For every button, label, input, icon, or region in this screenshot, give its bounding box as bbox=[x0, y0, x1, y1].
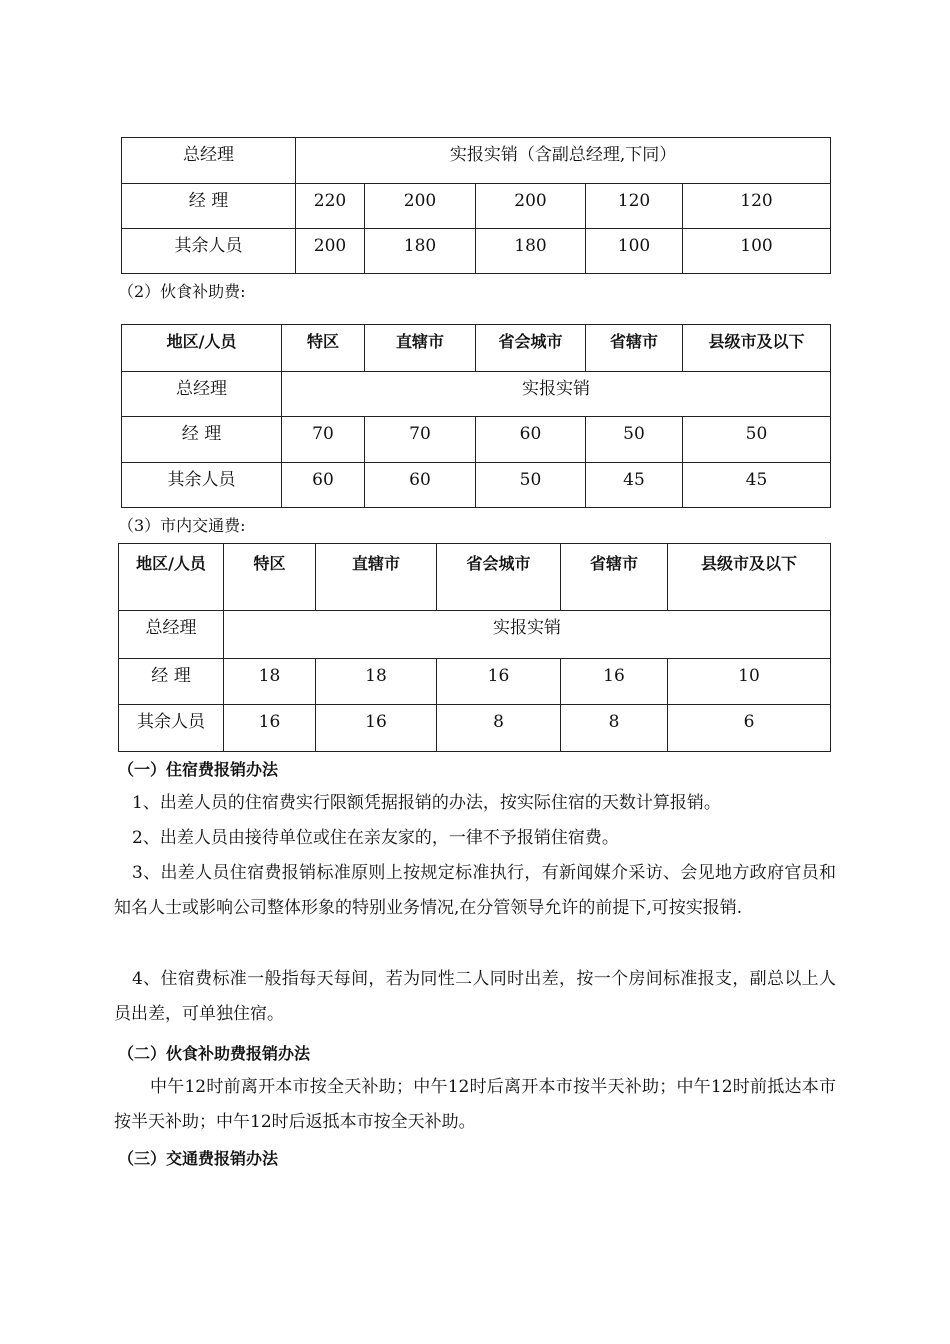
table-row bbox=[122, 463, 831, 508]
column-header: 省辖市 bbox=[561, 544, 668, 611]
row-label: 经 理 bbox=[119, 659, 224, 705]
table-cell: 16 bbox=[316, 705, 437, 752]
column-header: 省辖市 bbox=[586, 325, 683, 372]
row-label: 总经理 bbox=[122, 372, 282, 417]
merged-cell: 实报实销 bbox=[224, 611, 831, 659]
column-header: 地区/人员 bbox=[119, 544, 224, 611]
table-cell: 70 bbox=[282, 417, 365, 463]
column-header: 县级市及以下 bbox=[683, 325, 831, 372]
table-cell: 6 bbox=[668, 705, 831, 752]
column-header: 县级市及以下 bbox=[668, 544, 831, 611]
table-cell: 60 bbox=[365, 463, 476, 508]
table-cell: 100 bbox=[683, 229, 831, 274]
table-cell: 18 bbox=[316, 659, 437, 705]
meal-subsidy-caption: （2）伙食补助费: bbox=[118, 282, 246, 301]
table-cell: 8 bbox=[561, 705, 668, 752]
section-heading-lodging: （一）住宿费报销办法 bbox=[118, 760, 279, 779]
paragraph: 2、出差人员由接待单位或住在亲友家的，一律不予报销住宿费。 bbox=[132, 828, 619, 848]
table-cell: 50 bbox=[476, 463, 586, 508]
table-cell: 45 bbox=[586, 463, 683, 508]
row-label: 总经理 bbox=[122, 138, 296, 184]
table-row bbox=[122, 417, 831, 463]
table-cell: 100 bbox=[586, 229, 683, 274]
column-header: 特区 bbox=[224, 544, 316, 611]
table-cell: 200 bbox=[476, 184, 586, 229]
table-header-row bbox=[119, 544, 831, 611]
meal-subsidy-table bbox=[121, 324, 831, 508]
paragraph: 1、出差人员的住宿费实行限额凭据报销的办法，按实际住宿的天数计算报销。 bbox=[132, 793, 721, 813]
paragraph: 中午12时前离开本市按全天补助；中午12时后离开本市按半天补助；中午12时前抵达本市按半天补助；中午12时后返抵本市按全天补助。 bbox=[114, 1077, 836, 1132]
row-label: 经 理 bbox=[122, 184, 296, 229]
table-cell: 16 bbox=[437, 659, 561, 705]
table-cell: 50 bbox=[586, 417, 683, 463]
table-row bbox=[119, 705, 831, 752]
row-label: 其余人员 bbox=[122, 229, 296, 274]
column-header: 直辖市 bbox=[365, 325, 476, 372]
table-row bbox=[119, 659, 831, 705]
table-row bbox=[119, 611, 831, 659]
transport-table bbox=[118, 543, 831, 752]
table-cell: 50 bbox=[683, 417, 831, 463]
table-cell: 16 bbox=[561, 659, 668, 705]
column-header: 特区 bbox=[282, 325, 365, 372]
table-cell: 180 bbox=[365, 229, 476, 274]
table-cell: 18 bbox=[224, 659, 316, 705]
column-header: 省会城市 bbox=[437, 544, 561, 611]
table-cell: 10 bbox=[668, 659, 831, 705]
table-cell: 8 bbox=[437, 705, 561, 752]
table-cell: 220 bbox=[296, 184, 365, 229]
table-cell: 60 bbox=[282, 463, 365, 508]
column-header: 省会城市 bbox=[476, 325, 586, 372]
table-row bbox=[122, 184, 831, 229]
table-cell: 70 bbox=[365, 417, 476, 463]
column-header: 地区/人员 bbox=[122, 325, 282, 372]
table-row bbox=[122, 229, 831, 274]
merged-cell: 实报实销 bbox=[282, 372, 831, 417]
row-label: 总经理 bbox=[119, 611, 224, 659]
table-cell: 45 bbox=[683, 463, 831, 508]
transport-caption: （3）市内交通费: bbox=[118, 516, 246, 535]
table-cell: 60 bbox=[476, 417, 586, 463]
table-cell: 200 bbox=[365, 184, 476, 229]
paragraph: 3、出差人员住宿费报销标准原则上按规定标准执行，有新闻媒介采访、会见地方政府官员和知名人士或影响公司整体形象的特别业务情况,在分管领导允许的前提下,可按实报销. bbox=[114, 863, 836, 918]
table-header-row bbox=[122, 325, 831, 372]
column-header: 直辖市 bbox=[316, 544, 437, 611]
table-row bbox=[122, 372, 831, 417]
section-heading-meal: （二）伙食补助费报销办法 bbox=[118, 1044, 311, 1063]
table-cell: 120 bbox=[683, 184, 831, 229]
merged-cell: 实报实销（含副总经理,下同） bbox=[296, 138, 831, 184]
table-cell: 120 bbox=[586, 184, 683, 229]
row-label: 其余人员 bbox=[122, 463, 282, 508]
row-label: 其余人员 bbox=[119, 705, 224, 752]
table-row bbox=[122, 138, 831, 184]
section-heading-transport: （三）交通费报销办法 bbox=[118, 1149, 279, 1168]
paragraph: 4、住宿费标准一般指每天每间，若为同性二人同时出差，按一个房间标准报支，副总以上人员出差，可单独住宿。 bbox=[114, 969, 836, 1024]
row-label: 经 理 bbox=[122, 417, 282, 463]
lodging-table bbox=[121, 137, 831, 274]
table-cell: 180 bbox=[476, 229, 586, 274]
table-cell: 200 bbox=[296, 229, 365, 274]
table-cell: 16 bbox=[224, 705, 316, 752]
